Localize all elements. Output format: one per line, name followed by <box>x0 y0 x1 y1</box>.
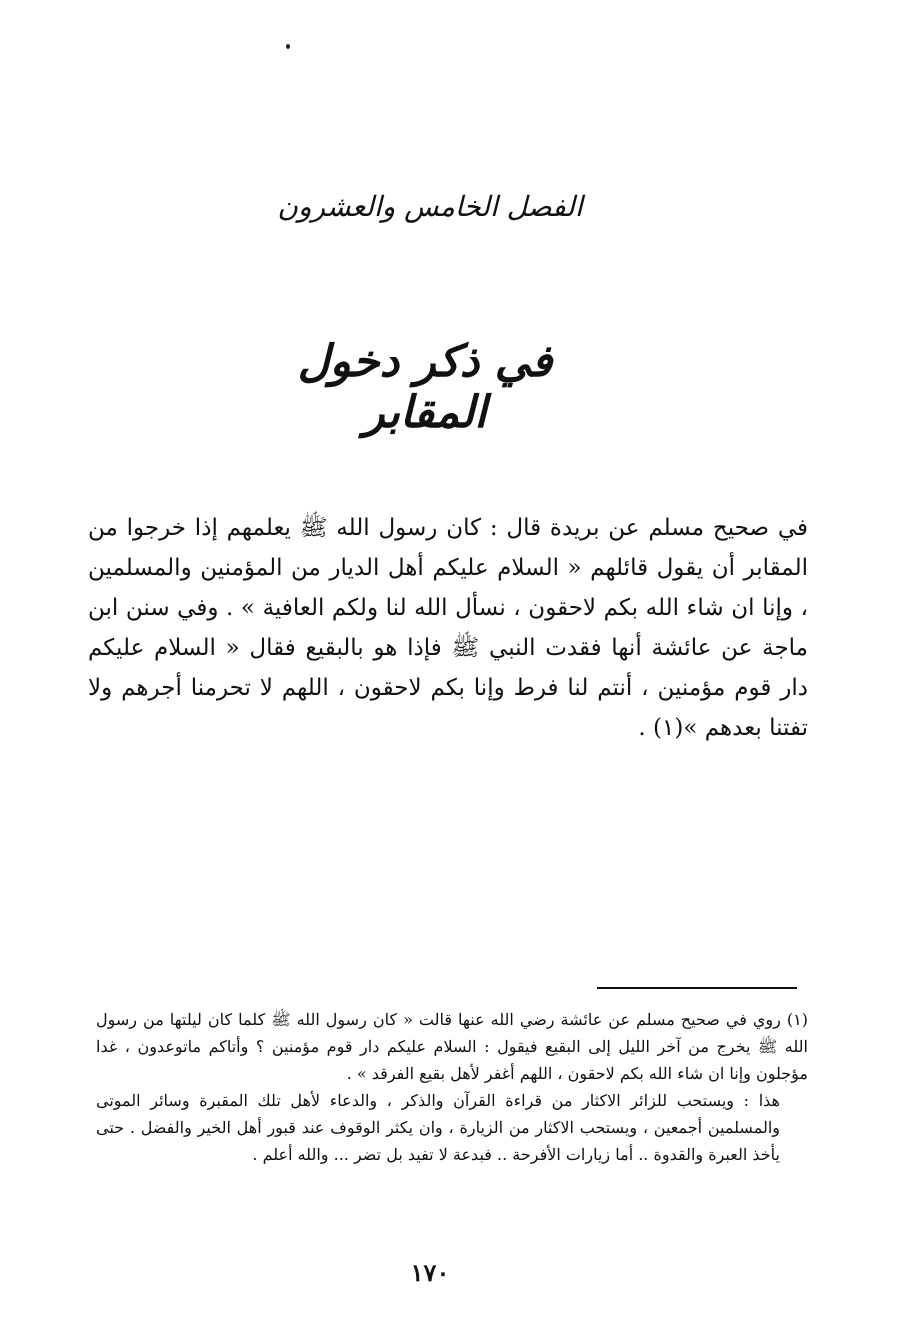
body-paragraph: في صحيح مسلم عن بريدة قال : كان رسول الله ﷺ يعلمهم إذا خرجوا من المقابر أن يقول قائلهم « السلام عليكم أهل الديار من المؤمنين والمسلمين ، وإنا ان شاء الله بكم لاحقون ، نسأل الله لنا ولكم العافية » . وفي سنن ابن ماجة عن عائشة أنها فقدت النبي ﷺ فإذا هو بالبقيع فقال « السلام عليكم دار قوم مؤمنين ، أنتم لنا فرط وإنا بكم لاحقون ، اللهم لا تحرمنا أجرهم ولا تفتنا بعدهم »(١) . <box>88 515 808 741</box>
footnotes <box>96 1006 808 1168</box>
footnote-note: هذا : ويستحب للزائر الاكثار من قراءة القرآن والذكر ، والدعاء لأهل تلك المقبرة وسائر الموتى والمسلمين أجمعين ، ويستحب الاكثار من الزيارة ، وان يكثر الوقوف عند قبور أهل الخير والفضل . حتى يأخذ العبرة والقدوة .. أما زيارات الأفرحة .. فبدعة لا تفيد بل تضر ... والله أعلم . <box>96 1091 780 1164</box>
chapter-title: في ذكر دخول المقابر <box>297 336 553 438</box>
footnote-1: (١) روي في صحيح مسلم عن عائشة رضي الله عنها قالت « كان رسول الله ﷺ كلما كان ليلتها من رسول الله ﷺ يخرج من آخر الليل إلى البقيع فيقول : السلام عليكم دار قوم مؤمنين ؟ وأتاكم ماتوعدون ، غدا مؤجلون وإنا ان شاء الله بكم لاحقون ، اللهم أغفر لأهل بقيع الفرقد » . <box>96 1010 808 1083</box>
ink-speck <box>286 44 290 49</box>
chapter-label: الفصل الخامس والعشرون <box>277 190 583 223</box>
page-number: ١٧٠ <box>410 1258 450 1287</box>
footnote-divider <box>597 987 797 989</box>
